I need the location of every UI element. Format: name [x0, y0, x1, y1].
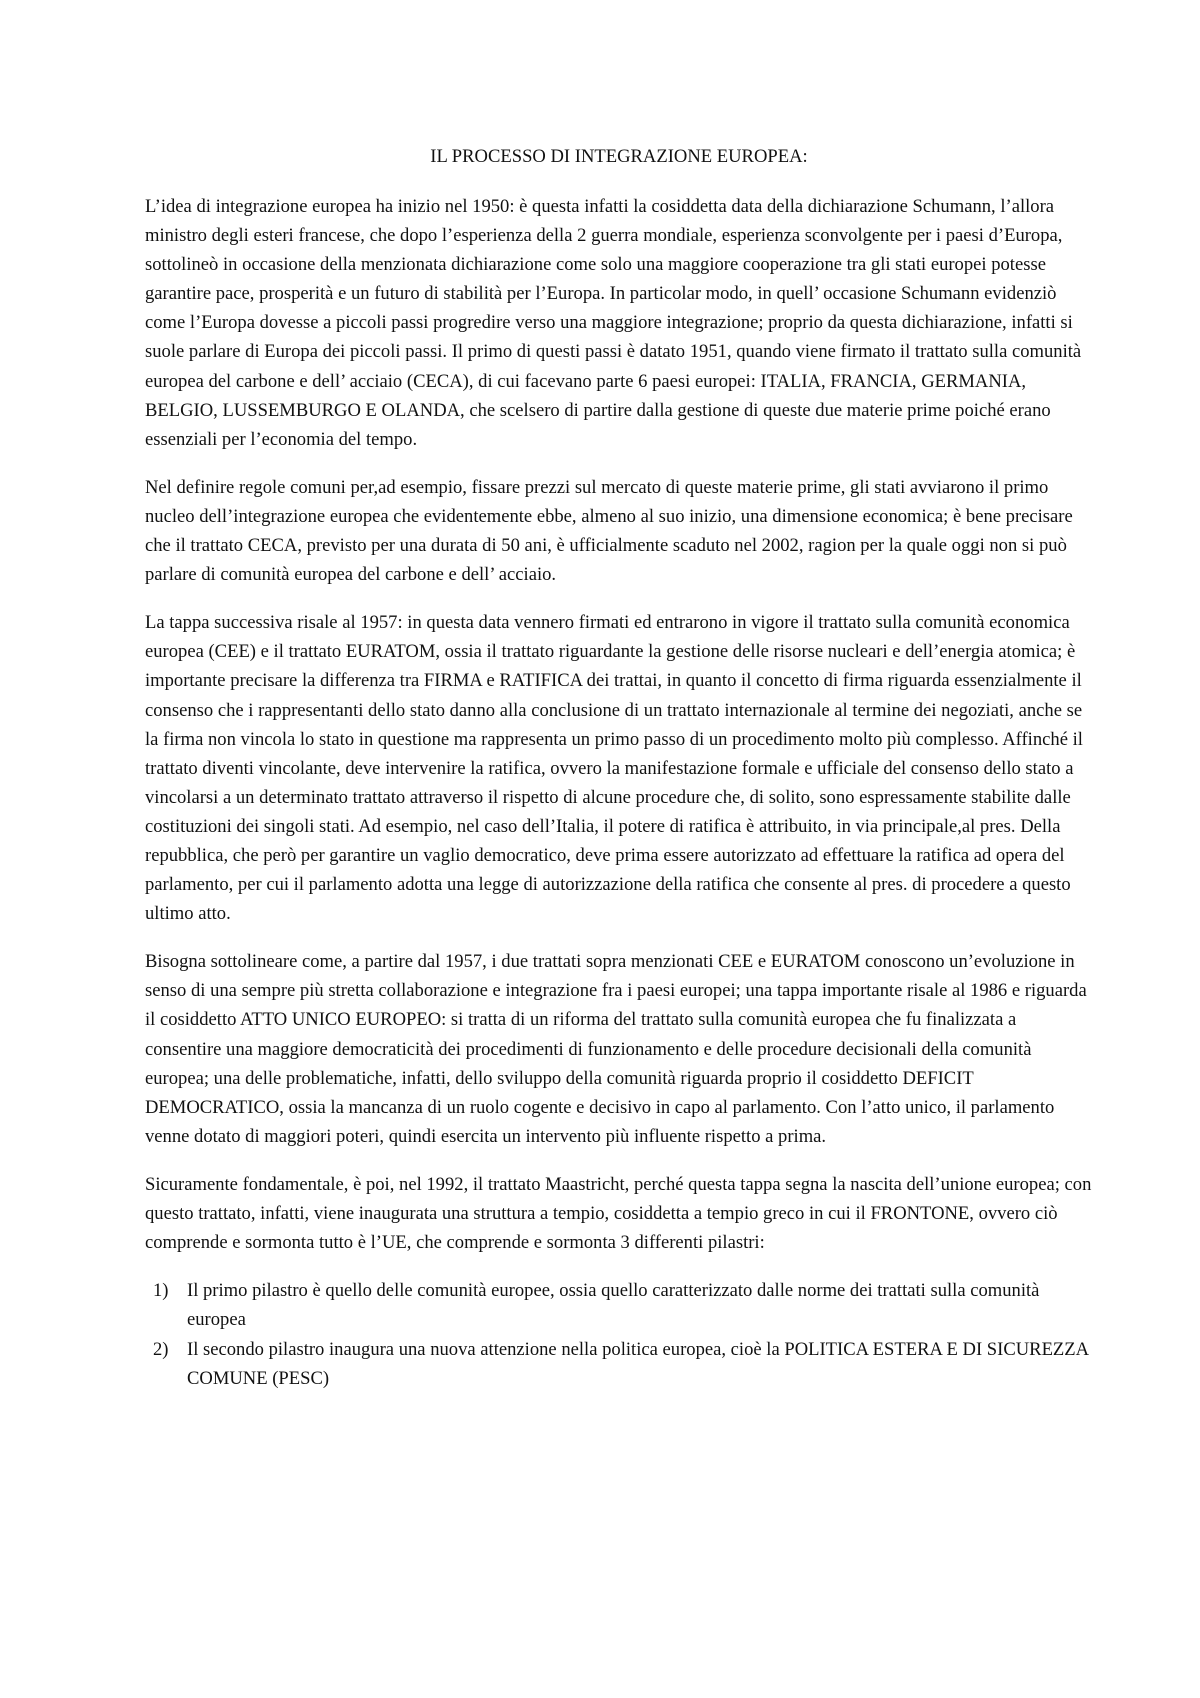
document-title: IL PROCESSO DI INTEGRAZIONE EUROPEA: [430, 146, 808, 167]
list-item-text: Il secondo pilastro inaugura una nuova attenzione nella politica europea, cioè la POLITICA ESTERA E DI SICUREZZA COMUNE (PESC) [187, 1339, 1089, 1390]
list-item [145, 1276, 1093, 1334]
paragraph-dichiarazione-schumann: L’idea di integrazione europea ha inizio nel 1950: è questa infatti la cosiddetta data della dichiarazione Schumann, l’allora ministro degli esteri francese, che dopo l’esperienza della 2 guerra mondiale, esperienza sconvolgente per i paesi d’Europa, sottolineò in occasione della menzionata dichiarazione come solo una maggiore cooperazione tra gli stati europei potesse garantire pace, prosperità e un futuro di stabilità per l’Europa. In particolar modo, in quell’ occasione Schumann evidenziò come l’Europa dovesse a piccoli passi progredire verso una maggiore integrazione; proprio da questa dichiarazione, infatti si suole parlare di Europa dei piccoli passi. Il primo di questi passi è datato 1951, quando viene firmato il trattato sulla comunità europea del carbone e dell’ acciaio (CECA), di cui facevano parte 6 paesi europei: ITALIA, FRANCIA, GERMANIA, BELGIO, LUSSEMBURGO E OLANDA, che scelsero di partire dalla gestione di queste due materie prime poiché erano essenziali per l’economia del tempo. [145, 196, 1082, 450]
paragraph-atto-unico: Bisogna sottolineare come, a partire dal 1957, i due trattati sopra menzionati CEE e EURATOM conoscono un’evoluzione in senso di una sempre più stretta collaborazione e integrazione fra i paesi europei; una tappa importante risale al 1986 e riguarda il cosiddetto ATTO UNICO EUROPEO: si tratta di un riforma del trattato sulla comunità europea che fu finalizzata a consentire una maggiore democraticità dei procedimenti di funzionamento e delle procedure decisionali della comunità europea; una delle problematiche, infatti, dello sviluppo della comunità riguarda proprio il cosiddetto DEFICIT DEMOCRATICO, ossia la mancanza di un ruolo cogente e decisivo in capo al parlamento. Con l’atto unico, il parlamento venne dotato di maggiori poteri, quindi esercita un intervento più influente rispetto a prima. [145, 951, 1087, 1147]
list-item-number: 2) [153, 1339, 169, 1361]
document-body [145, 142, 1093, 1395]
list-item-text: Il primo pilastro è quello delle comunità europee, ossia quello caratterizzato dalle norme dei trattati sulla comunità europea [187, 1280, 1040, 1331]
list-item [145, 1335, 1093, 1393]
paragraph-ceca-regole: Nel definire regole comuni per,ad esempio, fissare prezzi sul mercato di queste materie prime, gli stati avviarono il primo nucleo dell’integrazione europea che evidentemente ebbe, almeno al suo inizio, una dimensione economica; è bene precisare che il trattato CECA, previsto per una durata di 50 ani, è ufficialmente scaduto nel 2002, ragion per la quale oggi non si può parlare di comunità europea del carbone e dell’ acciaio. [145, 476, 1073, 586]
paragraph-maastricht: Sicuramente fondamentale, è poi, nel 1992, il trattato Maastricht, perché questa tappa segna la nascita dell’unione europea; con questo trattato, infatti, viene inaugurata una struttura a tempio, cosiddetta a tempio greco in cui il FRONTONE, ovvero ciò comprende e sormonta tutto è l’UE, che comprende e sormonta 3 differenti pilastri: [145, 1173, 1092, 1254]
paragraph-cee-euratom-ratifica: La tappa successiva risale al 1957: in questa data vennero firmati ed entrarono in vigore il trattato sulla comunità economica europea (CEE) e il trattato EURATOM, ossia il trattato riguardante la gestione delle risorse nucleari e dell’energia atomica; è importante precisare la differenza tra FIRMA e RATIFICA dei trattai, in quanto il concetto di firma riguarda essenzialmente il consenso che i rappresentanti dello stato danno alla conclusione di un trattato internazionale al termine dei negoziati, anche se la firma non vincola lo stato in questione ma rappresenta un primo passo di un procedimento molto più complesso. Affinché il trattato diventi vincolante, deve intervenire la ratifica, ovvero la manifestazione formale e ufficiale del consenso dello stato a vincolarsi a un determinato trattato attraverso il rispetto di alcune procedure che, di solito, sono espressamente stabilite dalle costituzioni dei singoli stati. Ad esempio, nel caso dell’Italia, il potere di ratifica è attribuito, in via principale,al pres. Della repubblica, che però per garantire un vaglio democratico, deve prima essere autorizzato ad effettuare la ratifica ad opera del parlamento, per cui il parlamento adotta una legge di autorizzazione della ratifica che consente al pres. di procedere a questo ultimo atto. [145, 612, 1083, 925]
list-item-number: 1) [153, 1280, 169, 1302]
pillars-list [145, 1276, 1093, 1393]
